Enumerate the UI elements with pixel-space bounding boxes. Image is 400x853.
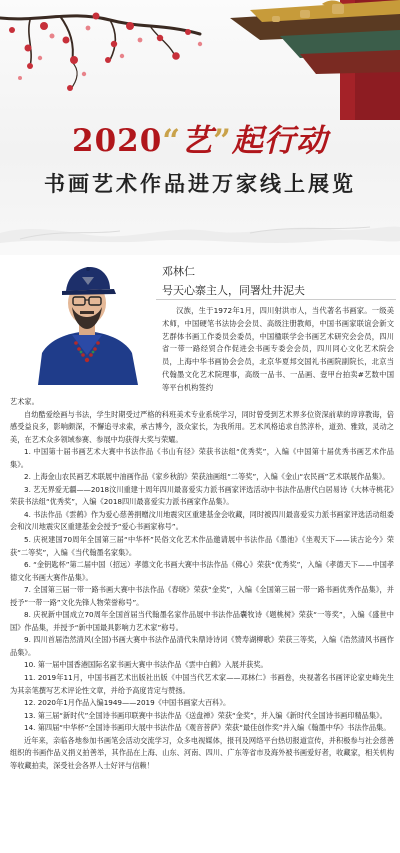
bio-intro-tail: 艺术家。 [10, 397, 39, 406]
event-subtitle: 书画艺术作品进万家线上展览 [44, 171, 356, 196]
award-item: 5. 庆祝建国70周年全国第三届“中华杯”民俗文化艺术作品邀请展中书法作品《墨池》《坐观天下——读古论今》荣获“二等奖”，入编《当代翰墨名家集》。 [10, 535, 394, 557]
title-close-quote: ” [213, 123, 232, 159]
title-action-text: 起行动 [231, 123, 328, 159]
award-item: 13. 第三届“新时代”全国诗书画印联赛中书法作品《送盘禅》荣获“金奖”，并入编《新时代全国诗书画印精品集》。 [24, 710, 387, 720]
award-item: 7. 全国第三届一带一路书画大赛中书法作品《春晓》荣获“金奖”，入编《全国第三届一带一路书画优秀作品集》，并授予“一带一路”文化先锋人物荣誉称号”。 [10, 585, 394, 607]
award-item: 10. 第一届中国香港国际名家书画大赛中书法作品《雲中白鹤》入展并获奖。 [24, 660, 268, 670]
award-item: 8. 庆祝新中国成立70周年全国首届当代翰墨名家作品展中书法作品囊牧诗《题桃树》荣获“一等奖”，入编《盛世中国》作品集，并授予“新中国最具影响力艺术家”称号。 [10, 610, 394, 632]
award-item: 9. 四川首届浩然清风(全国)书画大赛中书法作品清代朱鼎诗诗词《赞寿湖柳歌》荣获三等奖，入编《浩然清风书画作品集》。 [10, 635, 394, 657]
cloud-mist-decoration [0, 195, 400, 255]
bio-body [10, 396, 394, 772]
title-art-char: 艺 [181, 123, 214, 159]
artist-name: 邓林仁 [162, 265, 195, 278]
award-item: 6. “金钥匙杯”第二届中国（招远）孝德文化书画大赛中书法作品《佛心》荣获“优秀奖”，入编《孝德天下——中国孝德文化书画大赛作品集》。 [10, 560, 394, 582]
title-year: 2020 [72, 123, 163, 159]
bio-closing-paragraph: 近年来，亲临各地参加书画笔会活动交流学习，众多电视媒体，报刊及网络平台热切报道宣传，并积极参与社会慈善组织的书画作品义捐义拍善举，其作品在上海、山东、河南、四川、广东等省市及海外被书画爱好者，收藏家，相关机构等收藏拍卖，深受社会各界人士好评与信赖！ [10, 735, 394, 770]
award-item: 1. 中国第十届书画艺术大赛中书法作品《书山有径》荣获书法组“优秀奖”，入编《中国第十届优秀书画艺术作品集》。 [10, 447, 394, 469]
award-item: 2. 上海金山农民画艺术联展中油画作品《家乡秋韵》荣获油画组“二等奖”，入编《金山“农民画”艺术联展作品集》。 [24, 472, 390, 482]
artist-alias: 号天心寨主人，同署灶井泥夫 [162, 284, 305, 297]
title-open-quote: “ [162, 123, 182, 159]
award-item: 3. 艺无界爱无疆——2018汶川重建十周年四川最喜爱实力派书画家评选活动中书法作品唐代白居易诗《大林寺桃花》荣获书法组“优秀奖”，入编《2018四川最喜爱实力派书画家作品集》。 [10, 484, 394, 507]
event-title [0, 115, 400, 160]
bio-intro-text: 汉族，生于1972年1月，四川射洪市人，当代著名书画家。一级美术师，中国硬笔书法协会会员、高级注册教师，中国书画家联谊会新文艺群体书画工作委员会委员，中国楹联学会书画艺术研究会会员，四川省一带一路经贸合作促进会书画专委会会员，四川同心文化艺术院会员，上海中华书画协会会员，北京华夏邦交国礼书画院副院长，北京当代翰墨文化艺术院理事，高级一品书、一品画、壹甲台拍卖#艺数中国等平台机构签约 [162, 306, 394, 392]
artist-portrait [32, 257, 142, 385]
bio-paragraph: 自幼酷爱绘画与书法，学生时期受过严格的科班美术专业系统学习，同时曾受到艺术界多位资深前辈的谆谆教诲，倍感受益良多，影响颇深，不懈追寻求索，承古博今，汲众家长，为我所用。艺术风格追求自然淳朴，道劲、雅致，灵动之美，在艺术众多领域参赛、参展中均获得大奖与荣耀。 [10, 409, 394, 444]
bio-intro [162, 305, 394, 395]
award-item: 11. 2019年11月，中国书画艺术出版社出版《中国当代艺术家——邓林仁》书画卷，央视著名书画评论家史峰先生为其亲笔撰写艺术评论性文章，并给予高度肯定与赞扬。 [10, 673, 394, 695]
header-banner [0, 0, 400, 255]
award-item: 4. 书法作品《雲鹤》作为爱心慈善捐赠汶川地震灾区重建基金会收藏，同时被四川最喜爱实力派书画家评选活动组委会和汶川地震灾区重建基金会授予“爱心书画家称号”。 [10, 509, 394, 532]
award-item: 12. 2020年1月作品入编1949——2019《中国书画家大百科》。 [24, 698, 231, 708]
award-item: 14. 第四届“中华杯”全国诗书画印大展中书法作品《观音菩萨》荣获“最佳创作奖”并入编《翰墨中华》书法作品集。 [24, 723, 391, 733]
profile-divider [156, 299, 396, 300]
